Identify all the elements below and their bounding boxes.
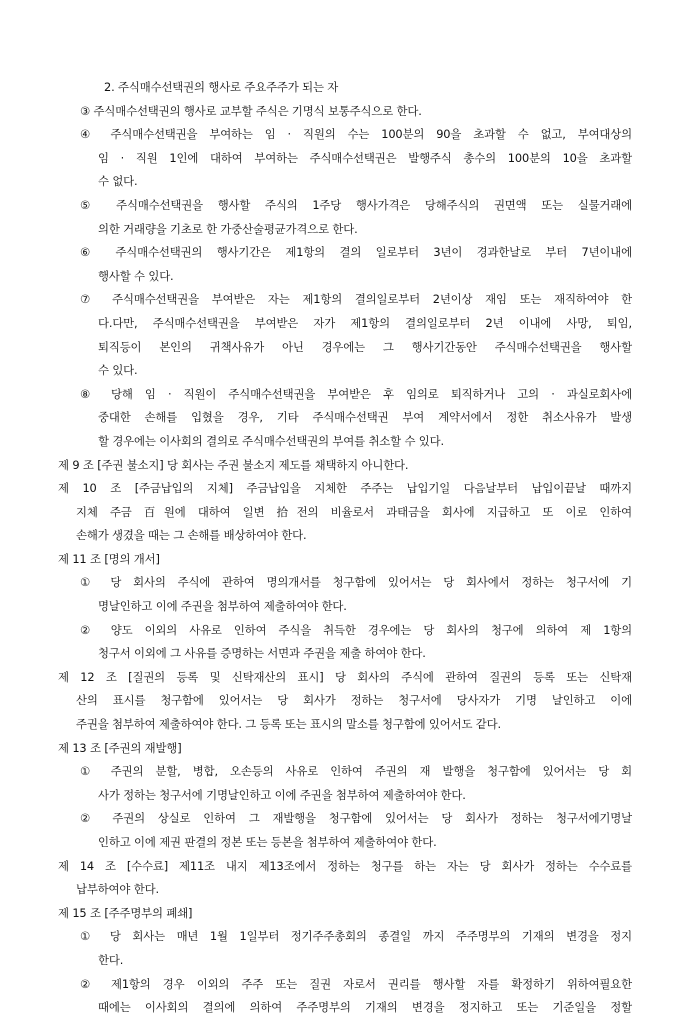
article-heading: 제 12 조 [질권의 등록 및 신탁재산의 표시] 당 회사의 주식에 관하여 질권의 등록 또는 신탁재 [58, 669, 632, 684]
text-line: 다.다만, 주식매수선택권을 부여받은 자가 제1항의 결의일로부터 2년 이내에 사망, 퇴임, [98, 315, 632, 330]
text-line: ② 양도 이외의 사유로 인하여 주식을 취득한 경우에는 당 회사의 청구에 의하여 제 1항의 [80, 622, 632, 637]
text-line: 수 없다. [98, 174, 138, 189]
text-line: 중대한 손해를 입혔을 경우, 기타 주식매수선택권 부여 계약서에서 정한 취소사유가 발생 [98, 410, 632, 425]
article-heading: 제 9 조 [주권 불소지] 당 회사는 주권 불소지 제도를 채택하지 아니한다. [58, 457, 409, 472]
text-line: ⑦ 주식매수선택권을 부여받은 자는 제1항의 결의일로부터 2년이상 재임 또는 재직하여야 한 [80, 292, 632, 307]
text-line: 납부하여야 한다. [76, 882, 159, 897]
text-line: 청구서 이외에 그 사유를 증명하는 서면과 주권을 제출 하여야 한다. [98, 646, 426, 661]
text-line: ① 주권의 분할, 병합, 오손등의 사유로 인하여 주권의 재 발행을 청구함에 있어서는 당 회 [80, 764, 632, 779]
article-heading: 제 10 조 [주금납입의 지체] 주금납입을 지체한 주주는 납입기일 다음날부터 납입이끝날 때까지 [58, 481, 632, 496]
text-line: 한다. [98, 952, 124, 967]
text-line: ⑥ 주식매수선택권의 행사기간은 제1항의 결의 일로부터 3년이 경과한날로 부터 7년이내에 [80, 245, 632, 260]
text-line: ③ 주식매수선택권의 행사로 교부할 주식은 기명식 보통주식으로 한다. [80, 103, 422, 118]
text-line: 의한 거래량을 기초로 한 가중산술평균가격으로 한다. [98, 221, 358, 236]
text-line: 사가 정하는 청구서에 기명날인하고 이에 주권을 첨부하여 제출하여야 한다. [98, 787, 466, 802]
text-line: 행사할 수 있다. [98, 268, 174, 283]
text-line: ⑧ 당해 임 · 직원이 주식매수선택권을 부여받은 후 임의로 퇴직하거나 고의 · 과실로회사에 [80, 386, 632, 401]
text-line: 손해가 생겼을 때는 그 손해를 배상하여야 한다. [76, 528, 307, 543]
text-line: 할 경우에는 이사회의 결의로 주식매수선택권의 부여를 취소할 수 있다. [98, 433, 444, 448]
text-line: ② 주권의 상실로 인하여 그 재발행을 청구함에 있어서는 당 회사가 정하는 청구서에기명날 [80, 811, 632, 826]
text-line: ② 제1항의 경우 이외의 주주 또는 질권 자로서 권리를 행사할 자를 확정하기 위하여필요한 [80, 976, 632, 991]
article-heading: 제 14 조 [수수료] 제11조 내지 제13조에서 정하는 청구를 하는 자는 당 회사가 정하는 수수료를 [58, 858, 632, 873]
text-line: 주권을 첨부하여 제출하여야 한다. 그 등록 또는 표시의 말소를 청구함에 있어서도 같다. [76, 717, 501, 732]
text-line: ⑤ 주식매수선택권을 행사할 주식의 1주당 행사가격은 당해주식의 권면액 또는 실물거래에 [80, 197, 632, 212]
text-line: 임 · 직원 1인에 대하여 부여하는 주식매수선택권은 발행주식 총수의 100분의 10을 초과할 [98, 150, 632, 165]
text-line: 2. 주식매수선택권의 행사로 주요주주가 되는 자 [104, 80, 339, 94]
text-line: 퇴직등이 본인의 귀책사유가 아닌 경우에는 그 행사기간동안 주식매수선택권을 행사할 [98, 339, 632, 354]
text-line: 명날인하고 이에 주권을 첨부하여 제출하여야 한다. [98, 599, 347, 614]
text-line: ④ 주식매수선택권을 부여하는 임 · 직원의 수는 100분의 90을 초과할 수 없고, 부여대상의 [80, 127, 632, 142]
text-line: 산의 표시를 청구함에 있어서는 당 회사가 정하는 청구서에 당사자가 기명 날인하고 이에 [76, 693, 632, 708]
text-line: 인하고 이에 제권 판결의 정본 또는 등본을 첨부하여 제출하여야 한다. [98, 835, 437, 849]
article-heading: 제 13 조 [주권의 재발행] [58, 740, 182, 755]
article-heading: 제 15 조 [주주명부의 폐쇄] [58, 905, 193, 920]
text-line: ① 당 회사는 매년 1월 1일부터 정기주주총회의 종결일 까지 주주명부의 기재의 변경을 정지 [80, 929, 632, 944]
text-line: 수 있다. [98, 363, 138, 378]
text-line: ① 당 회사의 주식에 관하여 명의개서를 청구함에 있어서는 당 회사에서 정하는 청구서에 기 [80, 575, 632, 590]
text-line: 지체 주금 百원에 대하여 일변 拾전의 비율로서 과태금을 회사에 지급하고 또 이로 인하여 [76, 504, 632, 519]
text-line: 때에는 이사회의 결의에 의하여 주주명부의 기재의 변경을 정지하고 또는 기준일을 정할 [98, 1000, 632, 1015]
article-heading: 제 11 조 [명의 개서] [58, 551, 160, 566]
